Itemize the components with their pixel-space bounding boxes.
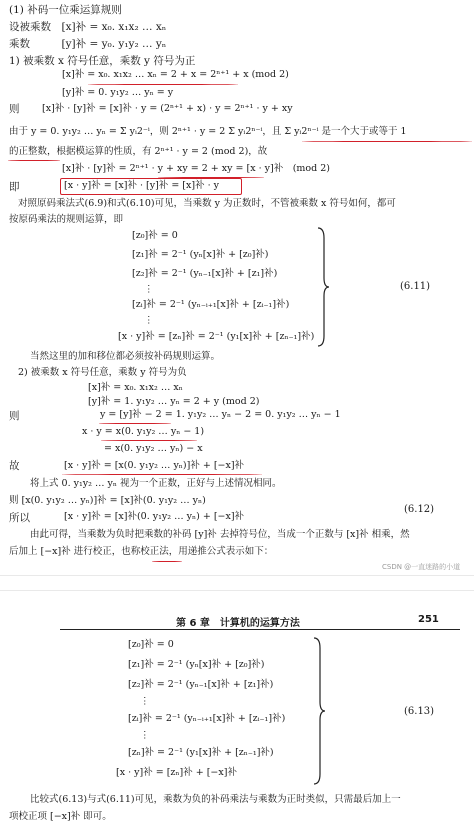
recursion-ellipsis: ⋮ (140, 696, 150, 707)
recursion-line: [z₂]补 = 2⁻¹ (yₙ₋₁[x]补 + [z₁]补) (128, 679, 274, 690)
case2-product-equation: [x · y]补 = [x(0. y₁y₂ … yₙ)]补 + [−x]补 (64, 460, 245, 471)
case1-equation-mod: [x]补 · [y]补 = 2ⁿ⁺¹ · y + xy = 2 + xy = [x · y]补 (mod 2) (62, 163, 330, 174)
right-brace-icon (316, 226, 330, 348)
case2-text-then: 则 [x(0. y₁y₂ … yₙ)]补 = [x]补(0. y₁y₂ … yₙ) (9, 495, 206, 506)
recursion-line: [z₁]补 = 2⁻¹ (yₙ[x]补 + [z₀]补) (128, 659, 265, 670)
recursion-ellipsis: ⋮ (140, 730, 150, 741)
red-underline (88, 84, 238, 85)
case2-equation-x-complement: [x]补 = x₀. x₁x₂ … xₙ (88, 382, 183, 393)
red-underline (152, 561, 182, 562)
multiplier-definition: 乘数 [y]补 = y₀. y₁y₂ … yₙ (9, 38, 167, 50)
recursion-ellipsis: ⋮ (144, 315, 154, 326)
recursion-line: [zₙ]补 = 2⁻¹ (y₁[x]补 + [zₙ₋₁]补) (128, 747, 274, 758)
recursion-final-line: [x · y]补 = [zₙ]补 + [−x]补 (116, 767, 237, 778)
watermark: CSDN @一直迷路的小道 (382, 563, 461, 571)
header-rule (60, 629, 460, 630)
page-number: 251 (418, 614, 439, 625)
case2-result-equation: [x · y]补 = [x]补(0. y₁y₂ … yₙ) + [−x]补 (64, 511, 245, 522)
page2-text-correction-term: 项校正项 [−x]补 即可。 (9, 811, 112, 822)
case2-equation-y-complement: [y]补 = 1. y₁y₂ … yₙ = 2 + y (mod 2) (88, 396, 260, 407)
recursion-line: [zᵢ]补 = 2⁻¹ (yₙ₋ᵢ₊₁[x]补 + [zᵢ₋₁]补) (132, 299, 290, 310)
recursion-line: [z₁]补 = 2⁻¹ (yₙ[x]补 + [z₀]补) (132, 249, 269, 260)
equation-number: (6.13) (404, 706, 435, 717)
page-gap-bottom (0, 590, 474, 591)
recursion-line: [z₀]补 = 0 (128, 639, 174, 650)
recursion-line: [z₀]补 = 0 (132, 230, 178, 241)
case1-equation-y-complement: [y]补 = 0. y₁y₂ … yₙ = y (62, 87, 174, 98)
case2-equation-xy: x · y = x(0. y₁y₂ … yₙ − 1) (82, 426, 205, 437)
case2-text-correction: 后加上 [−x]补 进行校正，也称校正法，用递推公式表示如下： (9, 546, 274, 557)
equation-number: (6.11) (400, 281, 431, 292)
right-brace-icon (312, 636, 326, 786)
page2-text-compare: 比较式(6.13)与式(6.11)可见，乘数为负的补码乘法与乘数为正时类似，只需最后加上一 (30, 794, 401, 805)
recursion-line: [z₂]补 = 2⁻¹ (yₙ₋₁[x]补 + [z₁]补) (132, 268, 278, 279)
recursion-ellipsis: ⋮ (144, 284, 154, 295)
red-underline (101, 440, 197, 441)
case1-result-equation: [x · y]补 = [x]补 · [y]补 = [x]补 · y (64, 180, 220, 191)
case1-text-note: 当然这里的加和移位都必须按补码规则运算。 (30, 351, 221, 362)
label-gu: 故 (9, 460, 20, 472)
label-ze: 则 (9, 103, 20, 115)
label-ze: 则 (9, 410, 20, 422)
case2-equation-y: y = [y]补 − 2 = 1. y₁y₂ … yₙ − 2 = 0. y₁y₂ … yₙ − 1 (100, 409, 341, 420)
case2-text-positive: 将上式 0. y₁y₂ … yₙ 视为一个正数，正好与上述情况相同。 (30, 478, 282, 489)
case1-text-since-y: 由于 y = 0. y₁y₂ … yₙ = Σ yᵢ2⁻ⁱ，则 2ⁿ⁺¹ · y = 2 Σ yᵢ2ⁿ⁻ⁱ，且 Σ yᵢ2ⁿ⁻ⁱ 是一个大于或等于 1 (9, 126, 407, 137)
chapter-header: 第 6 章 计算机的运算方法 (176, 618, 300, 629)
recursion-line: [zᵢ]补 = 2⁻¹ (yₙ₋ᵢ₊₁[x]补 + [zᵢ₋₁]补) (128, 713, 286, 724)
page-gap-top (0, 575, 474, 576)
label-suoyi: 所以 (9, 512, 30, 524)
case1-text-positive-integer: 的正整数，根据模运算的性质，有 2ⁿ⁺¹ · y = 2 (mod 2)，故 (9, 146, 268, 157)
red-underline (62, 474, 262, 475)
case1-product-expansion: [x]补 · [y]补 = [x]补 · y = (2ⁿ⁺¹ + x) · y = 2ⁿ⁺¹ · y + xy (42, 103, 293, 114)
red-underline (8, 160, 60, 161)
multiplicand-definition: 设被乘数 [x]补 = x₀. x₁x₂ … xₙ (9, 21, 167, 33)
case1-equation-x-complement: [x]补 = x₀. x₁x₂ … xₙ = 2 + x = 2ⁿ⁺¹ + x (mod 2) (62, 69, 289, 80)
case1-title: 1) 被乘数 x 符号任意，乘数 y 符号为正 (9, 55, 196, 67)
recursion-final-line: [x · y]补 = [zₙ]补 = 2⁻¹ (y₁[x]补 + [zₙ₋₁]补) (118, 331, 315, 342)
red-underline (99, 423, 171, 424)
equation-number: (6.12) (404, 504, 435, 515)
case2-equation-xy-split: = x(0. y₁y₂ … yₙ) − x (104, 443, 203, 454)
section-heading: (1) 补码一位乘运算规则 (9, 4, 122, 16)
case2-title: 2) 被乘数 x 符号任意，乘数 y 符号为负 (18, 367, 187, 378)
label-ji: 即 (9, 181, 20, 193)
red-underline (302, 141, 472, 142)
case2-text-conclusion: 由此可得，当乘数为负时把乘数的补码 [y]补 去掉符号位，当成一个正数与 [x]补 相乘，然 (30, 529, 410, 540)
case1-text-rule: 按原码乘法的规则运算，即 (9, 214, 124, 225)
case1-text-compare: 对照原码乘法式(6.9)和式(6.10)可见，当乘数 y 为正数时，不管被乘数 x 符号如何，都可 (18, 198, 396, 209)
